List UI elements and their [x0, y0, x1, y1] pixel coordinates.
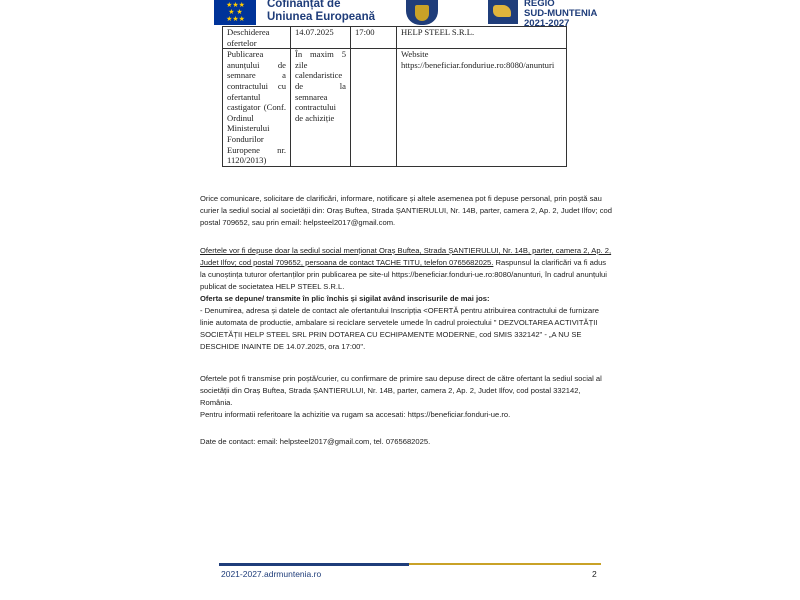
regio-line-3: 2021-2027	[524, 18, 570, 29]
info-link-text: Pentru informatii referitoare la achizitie va rugam sa accesati: https://beneficiar.fonduri-ue.ro.	[200, 410, 511, 419]
regio-logo-text	[524, 0, 597, 29]
table-cell: În maxim 5 zile calendaristice de la semnarea contractului de achiziție	[291, 49, 351, 167]
table-cell: 17:00	[351, 27, 397, 49]
eu-line-2: Uniunea Europeană	[267, 11, 375, 23]
paragraph-transmission	[200, 373, 612, 421]
regio-line-2: SUD-MUNTENIA	[524, 8, 598, 19]
table-cell	[351, 49, 397, 167]
envelope-inscription-text: - Denumirea, adresa și datele de contact ale ofertantului Inscripția <OFERTĂ pentru atribuirea contractului de furnizare linie automata de productie, ambalare si reciclare servetele umede în cadrul proiectului " DEZVOLTAREA ACTIVITĂȚII SOCIETĂȚII HELP STEEL SRL PRIN DOTAREA CU ECHIPAMENTE MODERNE, cod SMIS 332142" - „A NU SE DESCHIDE INAINTE DE 14.07.2025, ora 17:00".	[200, 306, 599, 351]
table-row	[223, 27, 567, 49]
paragraph-communication: Orice comunicare, solicitare de clarificări, informare, notificare și altele asemenea pot fi depuse personal, prin poștă sau curier la sediul social al societății din: Oraș Buftea, Strada ȘANTIERULUI, Nr. 14B, parter, camera 2, Ap. 2, Judet Ilfov; cod postal 709652, sau prin email: helpsteel2017@gmail.com.	[200, 194, 612, 227]
eu-line-1: Cofinanțat de	[267, 0, 341, 10]
romania-coat-of-arms-icon	[406, 0, 438, 25]
paragraph-offer-submission	[200, 245, 612, 353]
table-row	[223, 49, 567, 167]
contact-details: Date de contact: email: helpsteel2017@gmail.com, tel. 0765682025.	[200, 437, 431, 446]
footer-divider	[219, 563, 601, 566]
clarification-text: Raspunsul la clarificări va fi adus la cunoștința tuturor ofertanților prin publicarea pe site-ul https://beneficiar.fonduri-ue.ro:8080/anunturi, în cadrul anunțului publicat de societatea HELP STEEL S.R.L.	[200, 258, 607, 291]
eu-cofinancing-logo-text	[267, 0, 375, 24]
sealed-envelope-heading: Oferta se depune/ transmite în plic închis și sigilat având inscrisurile de mai jos:	[200, 294, 490, 303]
page-number: 2	[592, 569, 597, 579]
table-cell: 14.07.2025	[291, 27, 351, 49]
transmission-text: Ofertele pot fi transmise prin poștă/curier, cu confirmare de primire sau depuse direct de către ofertant la sediul social al societății din Oraș Buftea, Strada ȘANTIERULUI, Nr. 14B, parter, camera 2, Ap. 2, Judet Ilfov, cod postal 332142, România.	[200, 374, 602, 407]
regio-line-1: REGIO	[524, 0, 555, 9]
header-logos	[210, 0, 610, 29]
table-cell: Publicarea anunțului de semnare a contractului cu ofertantul castigator (Conf. Ordinul Ministerului Fondurilor Europene nr. 1120/2013)	[223, 49, 291, 167]
schedule-table	[222, 26, 567, 167]
regio-map-icon	[488, 0, 518, 24]
table-cell: HELP STEEL S.R.L.	[397, 27, 567, 49]
eu-flag-icon: ★ ★ ★ ★ ★ ★ ★ ★	[214, 0, 256, 25]
offer-location-underlined: Ofertele vor fi depuse doar la sediul social menționat Oraș Buftea, Strada ȘANTIERULUI, Nr. 14B, parter, camera 2, Ap. 2, Judet Ilfov; cod postal 709652, persoana de contact TACHE TITU, telefon 0765682025.	[200, 246, 612, 267]
table-cell: Deschiderea ofertelor	[223, 27, 291, 49]
table-cell: Website https://beneficiar.fonduriue.ro:8080/anunturi	[397, 49, 567, 167]
footer-website-link[interactable]: 2021-2027.adrmuntenia.ro	[221, 569, 322, 579]
